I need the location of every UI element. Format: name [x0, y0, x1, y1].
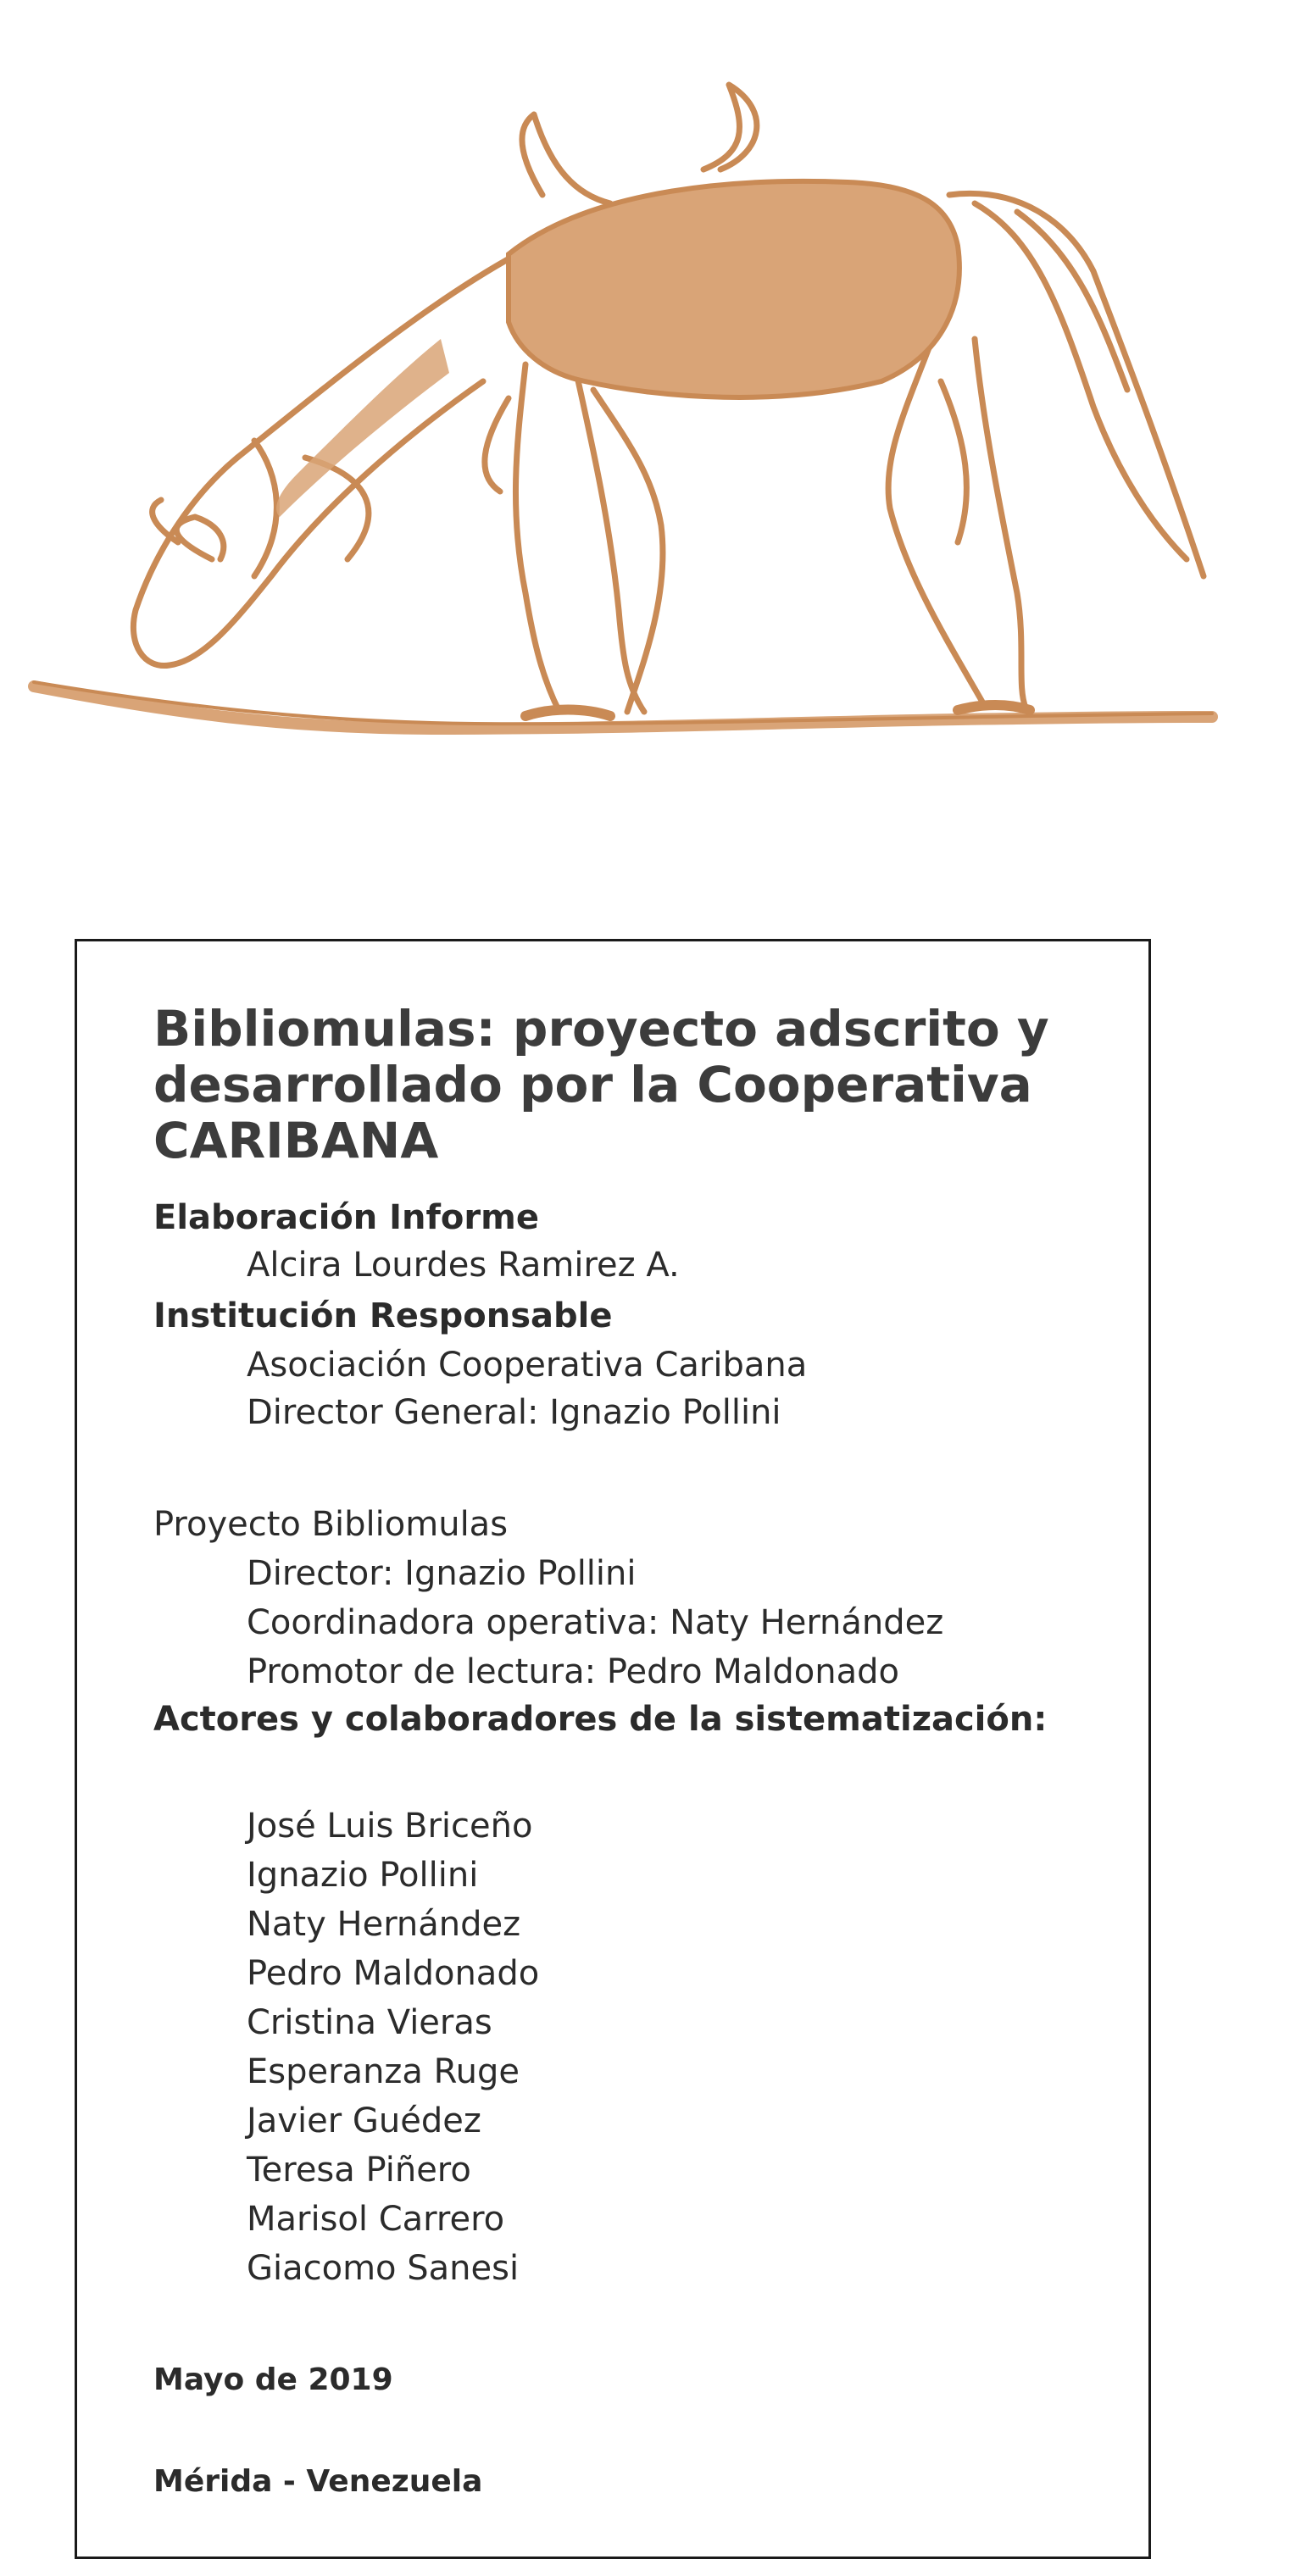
collaborator-item: José Luis Briceño [247, 1807, 533, 1846]
publication-date: Mayo de 2019 [153, 2362, 393, 2397]
institution-name: Asociación Cooperativa Caribana [247, 1346, 808, 1385]
project-heading: Proyecto Bibliomulas [153, 1505, 509, 1544]
collaborator-item: Teresa Piñero [247, 2151, 471, 2190]
credits-box [75, 939, 1151, 2559]
report-heading: Elaboración Informe [153, 1198, 539, 1237]
project-role: Promotor de lectura: Pedro Maldonado [247, 1652, 899, 1691]
collaborator-item: Naty Hernández [247, 1905, 521, 1944]
collaborator-item: Javier Guédez [247, 2101, 481, 2140]
publication-place: Mérida - Venezuela [153, 2464, 483, 2499]
collaborators-heading: Actores y colaboradores de la sistematización: [153, 1700, 1048, 1739]
institution-director: Director General: Ignazio Pollini [247, 1393, 781, 1432]
project-role: Coordinadora operativa: Naty Hernández [247, 1603, 944, 1642]
collaborator-item: Ignazio Pollini [247, 1856, 479, 1895]
institution-heading: Institución Responsable [153, 1296, 613, 1335]
collaborator-item: Marisol Carrero [247, 2200, 505, 2239]
mule-illustration [0, 0, 1290, 813]
collaborator-item: Pedro Maldonado [247, 1954, 540, 1993]
collaborator-item: Esperanza Ruge [247, 2052, 520, 2091]
collaborator-item: Cristina Vieras [247, 2003, 492, 2042]
document-title: Bibliomulas: proyecto adscrito y desarrollado por la Cooperativa CARIBANA [153, 1000, 1049, 1169]
grazing-mule-icon [0, 0, 1290, 813]
report-author: Alcira Lourdes Ramirez A. [247, 1246, 680, 1285]
project-role: Director: Ignazio Pollini [247, 1554, 637, 1593]
collaborator-item: Giacomo Sanesi [247, 2249, 520, 2288]
